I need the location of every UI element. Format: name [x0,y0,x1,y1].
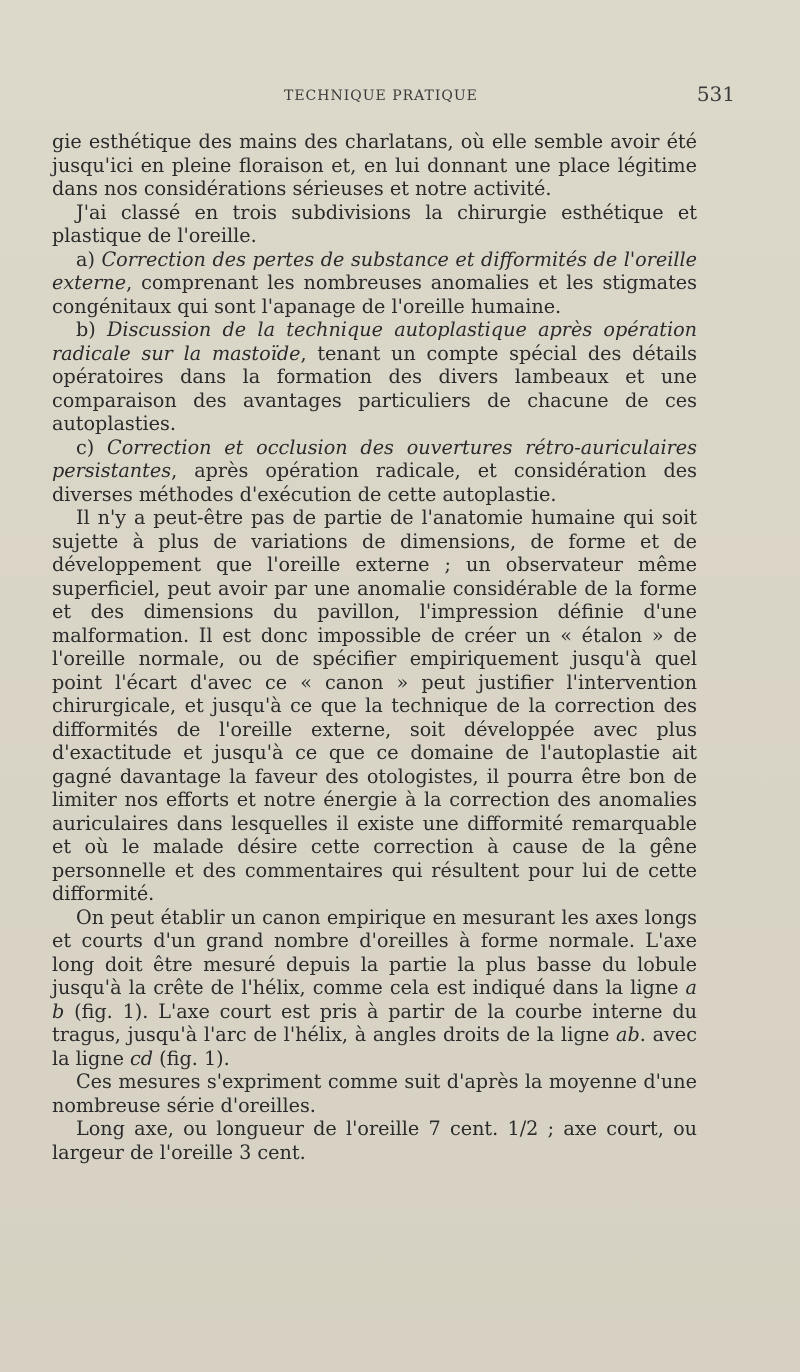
page-number: 531 [696,82,735,106]
paragraph-item-b [52,318,697,436]
item-a-text: , comprenant les nombreuses anomalies et les stigmates congénitaux qui sont l'apanage de l'oreille humaine. [52,271,697,318]
running-title: TECHNIQUE PRATIQUE [284,88,478,104]
item-a-title: Correction des pertes de substance et difformités de l'oreille externe [52,247,697,294]
line-cd-label: cd [130,1046,154,1070]
paragraph-item-c [52,436,697,507]
item-a-label: a) [76,247,102,271]
paragraph-item-a [52,248,697,319]
item-b-text: , tenant un compte spécial des détails opératoires dans la formation des divers lambeaux et une comparaison des avantages particuliers de chacune de ces autoplasties. [52,341,697,435]
line-ab-label-2: ab [616,1023,640,1046]
canon-text-2: (fig. 1). L'axe court est pris à partir de la courbe interne du tragus, jusqu'à l'arc de l'hélix, à angles droits de la ligne [52,999,697,1046]
paragraph-variations: Il n'y a peut-être pas de partie de l'anatomie humaine qui soit sujette à plus de variations de dimensions, de forme et de développement que l'oreille externe ; un observateur même superficiel, peut avoir par une anomalie considérable de la forme et des dimensions du pavillon, l'impression définie d'une malformation. Il est donc impossible de créer un « étalon » de l'oreille normale, ou de spécifier empiriquement jusqu'à quel point l'écart d'avec ce « canon » peut justifier l'intervention chirurgicale, et jusqu'à ce que la technique de la correction des difformités de l'oreille externe, soit développée avec plus d'exactitude et jusqu'à ce que ce domaine de l'autoplastie ait gagné davantage la faveur des otologistes, il pourra être bon de limiter nos efforts et notre énergie à la correction des anomalies auriculaires dans lesquelles il existe une difformité remarquable et où le malade désire cette correction à cause de la gêne personnelle et des commentaires qui résultent pour lui de cette difformité. [52,506,697,905]
item-b-title: Discussion de la technique autoplastique après opération radicale sur la mastoïde [52,318,697,365]
canon-text-1: On peut établir un canon empirique en mesurant les axes longs et courts d'un grand nombre d'oreilles à forme normale. L'axe long doit être mesuré depuis la partie la plus basse du lobule jusqu'à la crête de l'hélix, comme cela est indiqué dans la ligne [52,905,697,999]
body-text [52,130,697,1164]
line-ab-label: a b [52,976,697,1023]
item-c-title: Correction et occlusion des ouvertures rétro-auriculaires persistantes [52,435,697,482]
paragraph-canon [52,906,697,1071]
canon-text-3: . avec la ligne [52,1023,697,1070]
item-c-label: c) [76,435,108,459]
paragraph-measures: Ces mesures s'expriment comme suit d'après la moyenne d'une nombreuse série d'oreilles. [52,1070,697,1117]
page-header [52,78,735,118]
item-c-text: , après opération radicale, et considération des diverses méthodes d'exécution de cette autoplastie. [52,459,697,506]
paragraph-dimensions: Long axe, ou longueur de l'oreille 7 cent. 1/2 ; axe court, ou largeur de l'oreille 3 cent. [52,1117,697,1164]
canon-text-4: (fig. 1). [153,1046,230,1070]
paragraph-subdivisions-intro: J'ai classé en trois subdivisions la chirurgie esthétique et plastique de l'oreille. [52,200,697,247]
paragraph-continuation: gie esthétique des mains des charlatans, où elle semble avoir été jusqu'ici en pleine floraison et, en lui donnant une place légitime dans nos considérations sérieuses et notre activité. [52,130,697,200]
item-b-label: b) [76,318,108,341]
